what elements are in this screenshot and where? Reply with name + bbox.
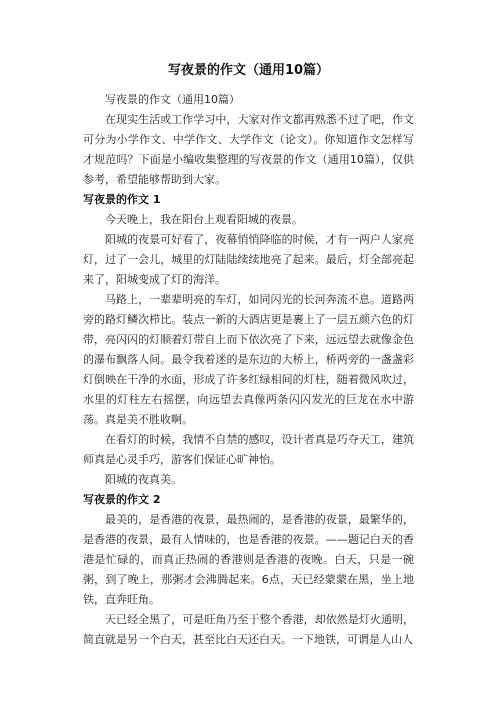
- section-2-paragraph: 最美的，是香港的夜景，最热闹的，是香港的夜景，最繁华的，是香港的夜景，最有人情味的，也是香港的夜景。——题记白天的香港是忙碌的，而真正热闹的香港则是香港的夜晚。白天，只是一碗粥，到了晚上，那粥才会沸腾起来。6点，天已经蒙蒙在黑，坐上地铁，直奔旺角。: [83, 513, 414, 606]
- intro-subtitle: 写夜景的作文（通用10篇）: [105, 93, 240, 106]
- section-1-paragraph: 马路上，一辈辈明亮的车灯，如同闪光的长河奔流不息。道路两旁的路灯鳞次栉比。装点一新的大酒店更是裹上了一层五颜六色的灯带，亮闪闪的灯顺着灯带自上而下依次亮了下来，远远望去就像金色的瀑布飘落人间。最令我着迷的是东边的大桥上，桥两旁的一盏盏彩灯倒映在干净的水面，形成了许多红绿相间的灯柱，随着微风吹过，水里的灯柱左右摇摆，向远望去真像两条闪闪发光的巨龙在水中游荡。真是美不胜收啊。: [83, 293, 414, 426]
- section-1-paragraph: 在看灯的时候，我情不自禁的感叹，设计者真是巧夺天工，建筑师真是心灵手巧，游客们保证心旷神怡。: [83, 433, 414, 466]
- section-1-paragraph: 今天晚上，我在阳台上观看阳城的夜景。: [105, 213, 303, 226]
- section-heading-2: 写夜景的作文 2: [83, 493, 161, 506]
- section-heading-1: 写夜景的作文 1: [83, 193, 161, 206]
- document-title: 写夜景的作文（通用10篇）: [167, 63, 330, 78]
- section-1-paragraph: 阳城的夜真美。: [105, 473, 182, 486]
- section-2-paragraph: 天已经全黑了，可是旺角乃至于整个香港，却依然是灯火通明，简直就是另一个白天，甚至比白天还白天。一下地铁，可谓是人山人: [83, 613, 414, 646]
- section-1-paragraph: 阳城的夜景可好看了，夜幕悄悄降临的时候，才有一两户人家亮灯，过了一会儿，城里的灯陆陆续续地亮了起来。最后，灯全部亮起来了，阳城变成了灯的海洋。: [83, 233, 414, 286]
- intro-paragraph: 在现实生活或工作学习中，大家对作文都再熟悉不过了吧，作文可分为小学作文、中学作文、大学作文（论文）。你知道作文怎样写才规范吗？下面是小编收集整理的写夜景的作文（通用10篇），仅供参考，希望能够帮助到大家。: [83, 113, 414, 186]
